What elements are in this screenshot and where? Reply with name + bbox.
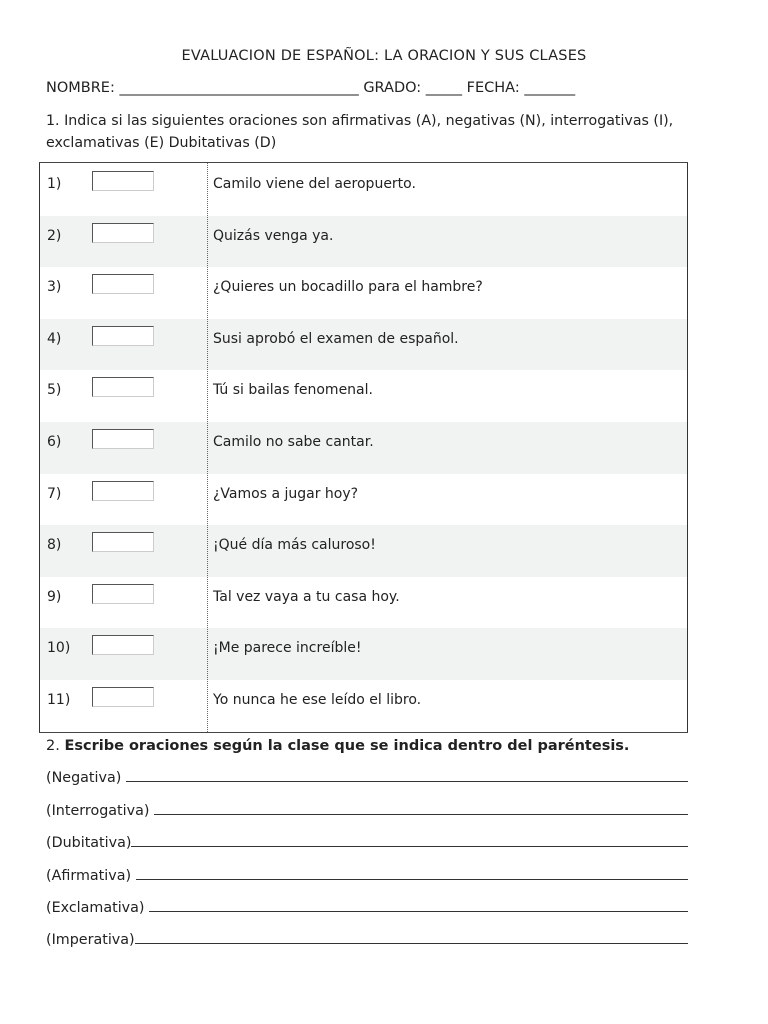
- answer-box[interactable]: [92, 584, 154, 604]
- grade-blank[interactable]: _____: [425, 80, 463, 96]
- answer-line[interactable]: [126, 768, 688, 782]
- student-header: [46, 80, 718, 96]
- writing-line: [46, 768, 688, 786]
- answer-box[interactable]: [92, 326, 154, 346]
- name-label: NOMBRE:: [46, 80, 115, 96]
- table-row: [40, 267, 687, 319]
- item-number: 5): [47, 382, 62, 399]
- item-sentence: Camilo no sabe cantar.: [213, 434, 374, 450]
- answer-box[interactable]: [92, 481, 154, 501]
- answer-box[interactable]: [92, 377, 154, 397]
- date-blank[interactable]: _______: [524, 80, 576, 96]
- item-number: 6): [47, 434, 62, 450]
- name-blank[interactable]: _________________________________: [119, 80, 359, 96]
- item-sentence: Quizás venga ya.: [213, 227, 334, 244]
- answer-box[interactable]: [92, 687, 154, 707]
- question-2-instruction: [46, 738, 629, 754]
- answer-box[interactable]: [92, 171, 154, 191]
- item-number: 1): [47, 176, 62, 192]
- item-number: 2): [47, 227, 62, 244]
- item-sentence: Susi aprobó el examen de español.: [213, 330, 459, 347]
- grade-label: GRADO:: [363, 80, 422, 96]
- table-row: [40, 474, 687, 526]
- line-label: (Interrogativa): [46, 803, 154, 819]
- question-number: 2.: [46, 738, 60, 754]
- table-row: [40, 164, 687, 216]
- answer-line[interactable]: [149, 898, 688, 912]
- table-row: [40, 422, 687, 474]
- table-row: [40, 577, 687, 629]
- worksheet-title: EVALUACION DE ESPAÑOL: LA ORACION Y SUS CLASES: [181, 48, 587, 64]
- answer-line[interactable]: [136, 866, 688, 880]
- item-sentence: Tal vez vaya a tu casa hoy.: [213, 588, 400, 605]
- writing-line: [46, 866, 688, 884]
- item-sentence: ¿Quieres un bocadillo para el hambre?: [213, 279, 483, 296]
- answer-box[interactable]: [92, 635, 154, 655]
- line-label: (Imperativa): [46, 932, 135, 948]
- table-row: [40, 525, 687, 577]
- question-number: 1.: [46, 113, 60, 129]
- table-row: [40, 216, 687, 268]
- table-row: [40, 628, 687, 680]
- writing-line: [46, 898, 688, 916]
- item-number: 3): [47, 279, 62, 296]
- table-right-border: [687, 163, 688, 732]
- writing-line: [46, 801, 688, 819]
- line-label: (Negativa): [46, 770, 126, 786]
- item-sentence: ¿Vamos a jugar hoy?: [213, 485, 359, 502]
- item-number: 11): [47, 692, 71, 708]
- item-number: 8): [47, 537, 62, 554]
- line-label: (Dubitativa): [46, 835, 132, 851]
- answer-box[interactable]: [92, 532, 154, 552]
- question-1-instruction: [46, 111, 724, 154]
- writing-line: [46, 930, 688, 948]
- item-sentence: Yo nunca he ese leído el libro.: [213, 692, 422, 708]
- item-number: 4): [47, 330, 62, 347]
- item-sentence: ¡Qué día más caluroso!: [213, 537, 376, 554]
- answer-line[interactable]: [131, 833, 688, 847]
- answer-line[interactable]: [135, 930, 688, 944]
- table-row: [40, 680, 687, 732]
- item-number: 9): [47, 588, 62, 605]
- column-divider: [207, 163, 208, 732]
- item-sentence: ¡Me parece increíble!: [213, 640, 362, 657]
- answer-line[interactable]: [154, 801, 688, 815]
- item-sentence: Camilo viene del aeropuerto.: [213, 176, 416, 192]
- item-sentence: Tú si bailas fenomenal.: [213, 382, 373, 399]
- table-row: [40, 370, 687, 422]
- writing-line: [46, 833, 688, 851]
- answer-box[interactable]: [92, 223, 154, 243]
- item-number: 10): [47, 640, 71, 657]
- date-label: FECHA:: [466, 80, 520, 96]
- answer-box[interactable]: [92, 274, 154, 294]
- answer-box[interactable]: [92, 429, 154, 449]
- question-text: Escribe oraciones según la clase que se indica dentro del paréntesis.: [64, 738, 630, 754]
- item-number: 7): [47, 485, 62, 502]
- question-text: Indica si las siguientes oraciones son afirmativas (A), negativas (N), interrogativas (I), exclamativas (E) Dubitativas (D): [46, 113, 674, 151]
- line-label: (Afirmativa): [46, 868, 136, 884]
- table-row: [40, 319, 687, 371]
- line-label: (Exclamativa): [46, 900, 150, 916]
- sentences-table: [39, 162, 688, 733]
